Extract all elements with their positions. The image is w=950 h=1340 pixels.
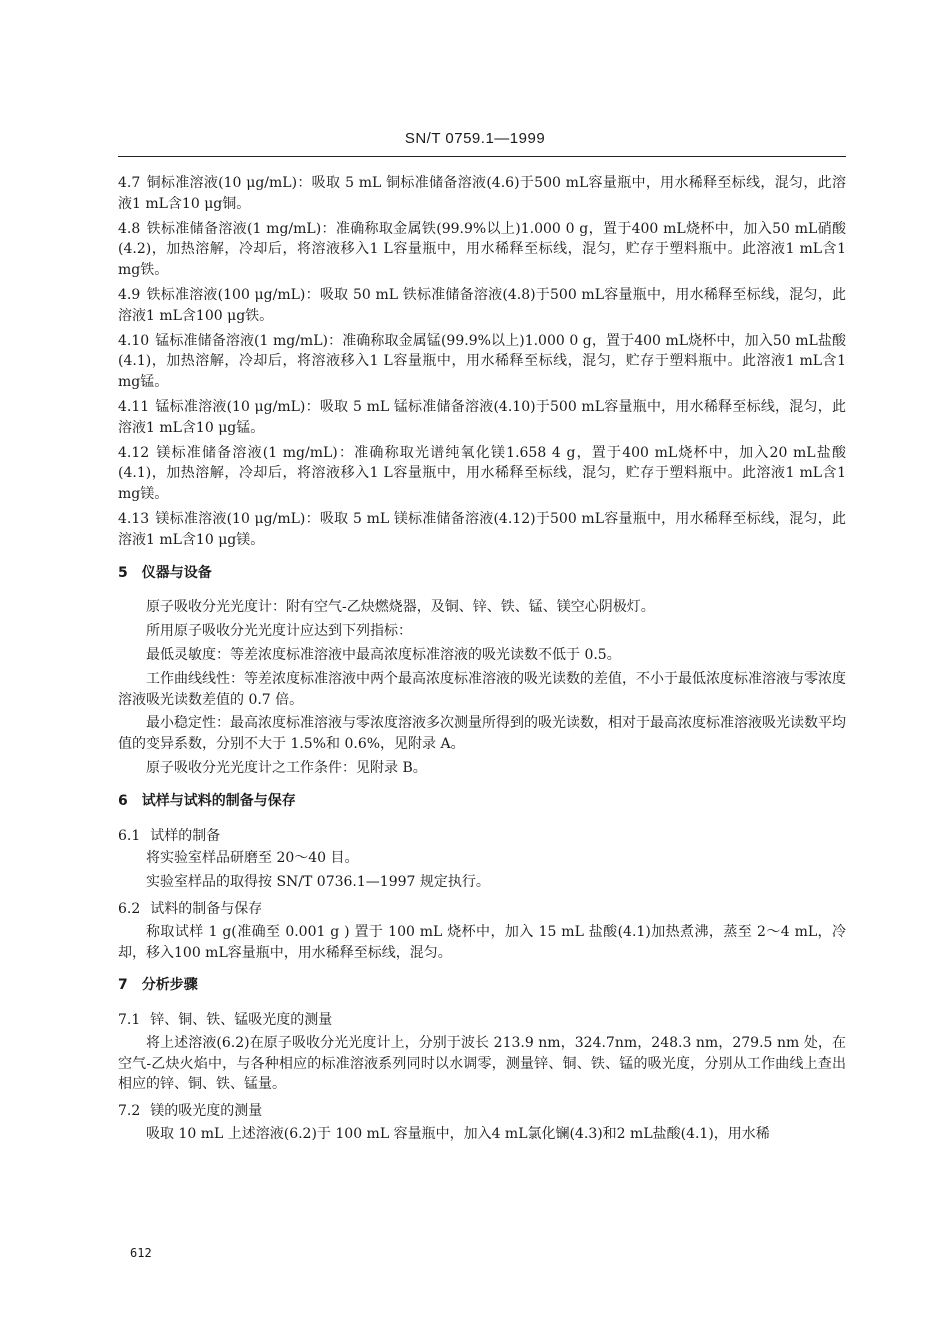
section-number: 5 (118, 564, 128, 581)
subsection-title: 锌、铜、铁、锰吸光度的测量 (150, 1012, 333, 1029)
subsection-number: 7.2 (118, 1103, 141, 1120)
subsection-number: 6.1 (118, 827, 141, 844)
paragraph: 原子吸收分光光度计之工作条件：见附录 B。 (146, 759, 427, 776)
paragraph: 原子吸收分光光度计：附有空气-乙炔燃烧器，及铜、锌、铁、锰、镁空心阴极灯。 (146, 599, 655, 616)
subsection-number: 6.2 (118, 900, 141, 917)
paragraph: 工作曲线线性：等差浓度标准溶液中两个最高浓度标准溶液的吸光读数的差值，不小于最低浓度标准溶液与零浓度溶液吸光读数差值的 0.7 倍。 (118, 670, 846, 708)
clause-text: 镁标准储备溶液(1 mg/mL)：准确称取光谱纯氧化镁1.658 4 g，置于400 mL烧杯中，加入20 mL盐酸(4.1)，加热溶解，冷却后，将溶液移入1 L容量瓶中，用水稀释至标线，混匀，贮存于塑料瓶中。此溶液1 mL含1 mg镁。 (118, 444, 846, 503)
clause-number: 4.9 (118, 286, 141, 303)
clause-number: 4.13 (118, 510, 150, 527)
section-heading-5 (118, 563, 846, 584)
clause-text: 铁标准溶液(100 μg/mL)：吸取 50 mL 铁标准储备溶液(4.8)于500 mL容量瓶中，用水稀释至标线，混匀，此溶液1 mL含100 μg铁。 (118, 286, 846, 324)
clause-text: 铁标准储备溶液(1 mg/mL)：准确称取金属铁(99.9%以上)1.000 0 g，置于400 mL烧杯中，加入50 mL硝酸(4.2)，加热溶解，冷却后，将溶液移入1 L容量瓶中，用水稀释至标线，混匀，贮存于塑料瓶中。此溶液1 mL含1 mg铁。 (118, 220, 846, 279)
paragraph: 将上述溶液(6.2)在原子吸收分光光度计上，分别于波长 213.9 nm，324.7nm，248.3 nm，279.5 nm 处，在空气-乙炔火焰中，与各种相应的标准溶液系列同时以水调零，测量锌、铜、铁、锰的吸光度，分别从工作曲线上查出相应的锌、铜、铁、锰量。 (118, 1034, 846, 1093)
clause-number: 4.10 (118, 332, 150, 349)
clause-4-8 (118, 219, 846, 281)
subsection-title: 试料的制备与保存 (150, 900, 263, 917)
paragraph: 吸取 10 mL 上述溶液(6.2)于 100 mL 容量瓶中，加入4 mL氯化镧(4.3)和2 mL盐酸(4.1)，用水稀 (146, 1126, 770, 1143)
document-body (118, 173, 846, 1148)
clause-number: 4.12 (118, 444, 150, 461)
section-number: 7 (118, 977, 128, 994)
clause-text: 锰标准储备溶液(1 mg/mL)：准确称取金属锰(99.9%以上)1.000 0 g，置于400 mL烧杯中，加入50 mL盐酸(4.1)，加热溶解，冷却后，将溶液移入1 L容量瓶中，用水稀释至标线，混匀，贮存于塑料瓶中。此溶液1 mL含1 mg锰。 (118, 332, 846, 391)
subsection-title: 试样的制备 (150, 827, 221, 844)
clause-4-13 (118, 509, 846, 551)
clause-4-7 (118, 173, 846, 215)
section-heading-6 (118, 791, 846, 812)
section-number: 6 (118, 792, 128, 809)
paragraph: 最低灵敏度：等差浓度标准溶液中最高浓度标准溶液的吸光读数不低于 0.5。 (146, 646, 621, 663)
subsection-heading-6-2 (118, 899, 846, 920)
subsection-heading-6-1 (118, 826, 846, 847)
paragraph: 称取试样 1 g(准确至 0.001 g ) 置于 100 mL 烧杯中，加入 15 mL 盐酸(4.1)加热煮沸，蒸至 2～4 mL，冷却，移入100 mL容量瓶中，用水稀释至标线，混匀。 (118, 923, 846, 961)
standard-code-header: SN/T 0759.1—1999 (404, 130, 546, 147)
clause-text: 铜标准溶液(10 μg/mL)：吸取 5 mL 铜标准储备溶液(4.6)于500 mL容量瓶中，用水稀释至标线，混匀，此溶液1 mL含10 μg铜。 (118, 175, 846, 212)
clause-text: 锰标准溶液(10 μg/mL)：吸取 5 mL 锰标准储备溶液(4.10)于500 mL容量瓶中，用水稀释至标线，混匀，此溶液1 mL含10 μg锰。 (118, 398, 846, 436)
clause-4-12 (118, 443, 846, 505)
clause-4-9 (118, 285, 846, 327)
clause-number: 4.8 (118, 220, 141, 237)
section-title: 仪器与设备 (141, 564, 212, 581)
subsection-heading-7-2 (118, 1101, 846, 1122)
subsection-number: 7.1 (118, 1012, 141, 1029)
paragraph: 实验室样品的取得按 SN/T 0736.1—1997 规定执行。 (146, 874, 490, 891)
subsection-heading-7-1 (118, 1010, 846, 1031)
clause-4-10 (118, 331, 846, 393)
clause-text: 镁标准溶液(10 μg/mL)：吸取 5 mL 镁标准储备溶液(4.12)于500 mL容量瓶中，用水稀释至标线，混匀，此溶液1 mL含10 μg镁。 (118, 510, 846, 548)
paragraph: 将实验室样品研磨至 20～40 目。 (146, 850, 359, 867)
section-title: 试样与试料的制备与保存 (141, 792, 296, 809)
clause-4-11 (118, 397, 846, 439)
page-number: 612 (130, 1246, 152, 1260)
section-heading-7 (118, 975, 846, 996)
section-title: 分析步骤 (141, 977, 198, 994)
paragraph: 最小稳定性：最高浓度标准溶液与零浓度溶液多次测量所得到的吸光读数，相对于最高浓度标准溶液吸光读数平均值的变异系数，分别不大于 1.5%和 0.6%，见附录 A。 (118, 715, 846, 753)
clause-number: 4.7 (118, 175, 141, 191)
paragraph: 所用原子吸收分光光度计应达到下列指标： (146, 623, 412, 640)
subsection-title: 镁的吸光度的测量 (150, 1103, 263, 1120)
header-rule (118, 156, 846, 157)
clause-number: 4.11 (118, 398, 150, 415)
